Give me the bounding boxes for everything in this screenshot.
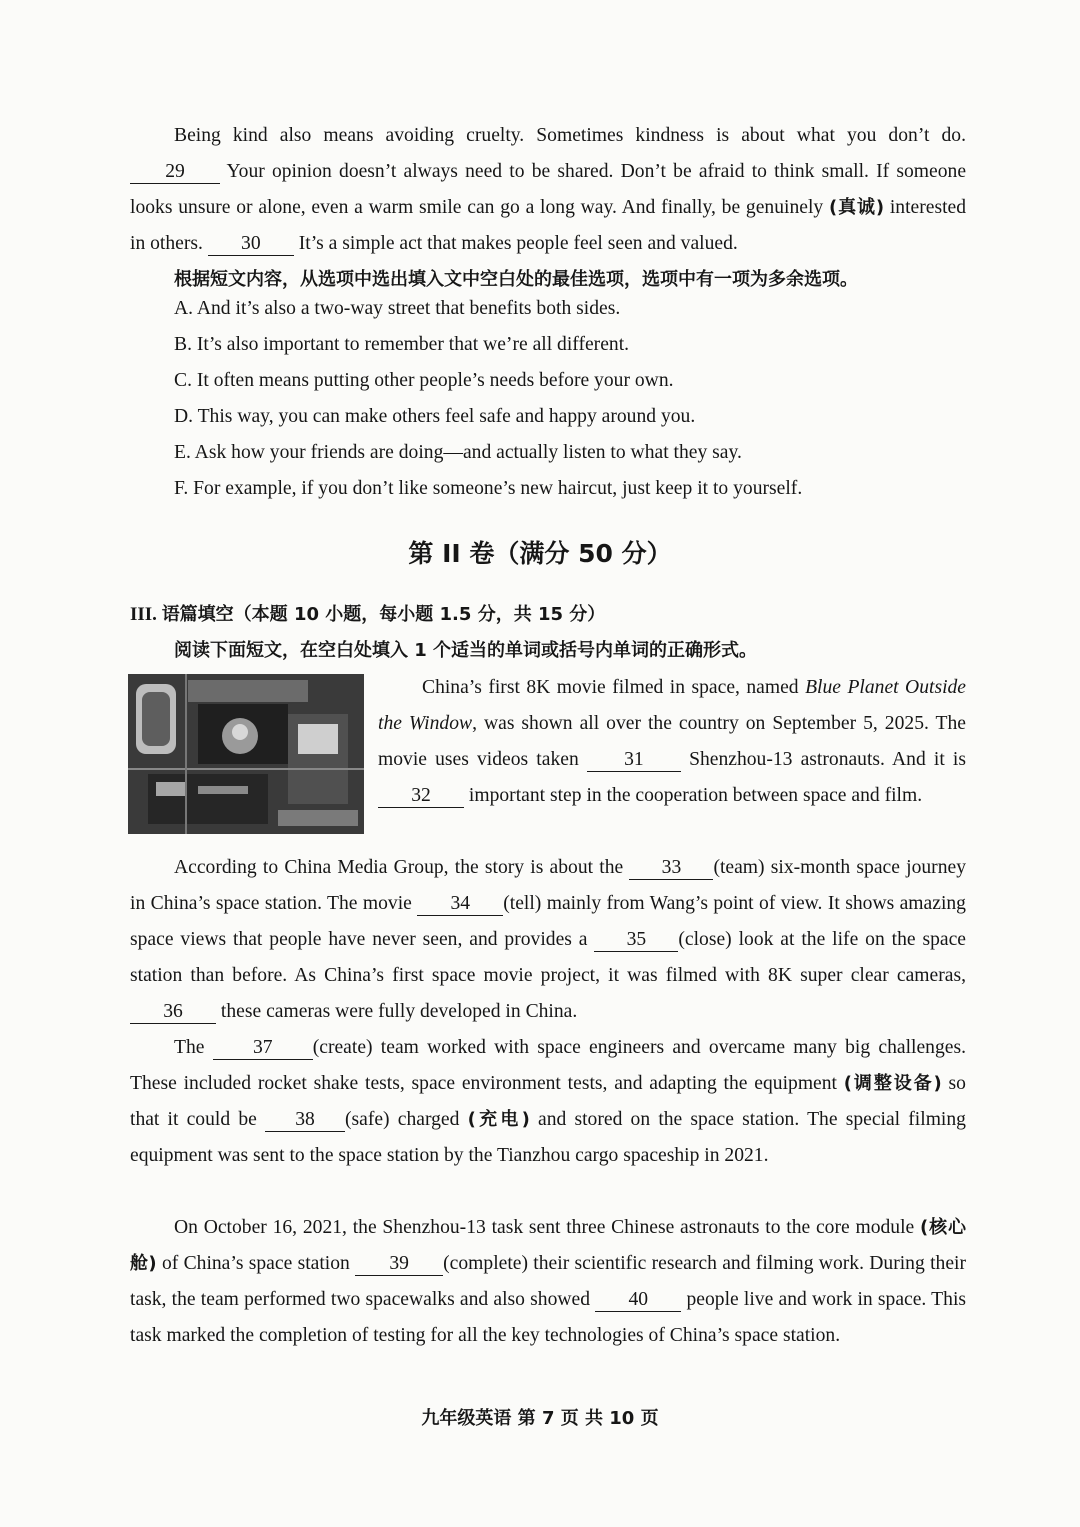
passage-end-paragraph xyxy=(130,118,966,262)
section-title: 第 II 卷（满分 50 分） xyxy=(408,539,672,568)
blank-38[interactable]: 38 xyxy=(265,1109,345,1132)
text: (tell) mainly from Wang’s point of view. It shows amazing space views that people have never seen, and provides a xyxy=(130,893,966,950)
choose-instruction: 根据短文内容，从选项中选出填入文中空白处的最佳选项，选项中有一项为多余选项。 xyxy=(174,269,858,290)
text: Being kind also means avoiding cruelty. Sometimes kindness is about what you don’t do. xyxy=(174,125,966,146)
blank-29[interactable]: 29 xyxy=(130,161,220,184)
page-footer: 九年级英语 第 7 页 共 10 页 xyxy=(421,1408,659,1429)
text: of China’s space station xyxy=(161,1253,350,1274)
text: It’s a simple act that makes people feel seen and valued. xyxy=(298,233,738,254)
text: (team) six-month space journey in China’s space station. The movie xyxy=(130,857,966,914)
text: people live and work in space. This task marked the completion of testing for all the key technologies of China’s space station. xyxy=(130,1289,967,1346)
text: important step in the cooperation between space and film. xyxy=(468,785,923,806)
text: so that it could be xyxy=(130,1073,966,1130)
part3-instruction: 阅读下面短文，在空白处填入 1 个适当的单词或括号内单词的正确形式。 xyxy=(174,640,758,661)
gloss: (调整设备) xyxy=(843,1073,942,1094)
part-number: III. xyxy=(130,604,157,625)
space-station-photo xyxy=(128,674,364,834)
text: Your opinion doesn’t always need to be shared. Don’t be afraid to think small. If someone looks unsure or alone, even a warm smile can go a long way. And finally, be genuinely xyxy=(130,161,967,218)
passage2-p4 xyxy=(130,1210,966,1354)
passage2-intro xyxy=(378,670,966,814)
option-f: F. For example, if you don’t like someone’s new haircut, just keep it to yourself. xyxy=(174,478,803,499)
option-d: D. This way, you can make others feel safe and happy around you. xyxy=(174,406,696,427)
text: Shenzhou-13 astronauts. And it is xyxy=(689,749,966,770)
text: these cameras were fully developed in China. xyxy=(220,1001,578,1022)
option-e: E. Ask how your friends are doing—and actually listen to what they say. xyxy=(174,442,742,463)
gloss: (真诚) xyxy=(828,197,885,218)
text: (complete) their scientific research and filming work. During their task, the team performed two spacewalks and also showed xyxy=(130,1253,966,1310)
text: The xyxy=(174,1037,205,1058)
blank-39[interactable]: 39 xyxy=(355,1253,443,1276)
text: China’s first 8K movie filmed in space, named xyxy=(422,677,799,698)
part3-heading xyxy=(130,600,605,626)
blank-35[interactable]: 35 xyxy=(594,929,678,952)
text: and stored on the space station. The special filming equipment was sent to the space station by the Tianzhou cargo spaceship in 2021. xyxy=(130,1109,966,1166)
part-title: 语篇填空（本题 10 小题，每小题 1.5 分，共 15 分） xyxy=(161,604,606,625)
option-b: B. It’s also important to remember that we’re all different. xyxy=(174,334,630,355)
gloss: (核心舱) xyxy=(130,1217,966,1274)
text: (create) team worked with space engineers and overcame many big challenges. These included rocket shake tests, space environment tests, and adapting the equipment xyxy=(130,1037,966,1094)
gloss: (充电) xyxy=(467,1109,530,1130)
blank-37[interactable]: 37 xyxy=(213,1037,313,1060)
blank-30[interactable]: 30 xyxy=(208,233,294,256)
passage2-p2 xyxy=(130,850,966,1030)
text: On October 16, 2021, the Shenzhou-13 task sent three Chinese astronauts to the core module xyxy=(174,1217,915,1238)
photo-image xyxy=(128,674,364,834)
passage2-p3 xyxy=(130,1030,966,1174)
blank-36[interactable]: 36 xyxy=(130,1001,216,1024)
text: , was shown all over the country on September 5, 2025. The movie uses videos taken xyxy=(378,713,966,770)
text: (close) look at the life on the space station than before. As China’s first space movie project, it was filmed with 8K super clear cameras, xyxy=(130,929,966,986)
text: (safe) charged xyxy=(344,1109,460,1130)
blank-33[interactable]: 33 xyxy=(629,857,713,880)
option-c: C. It often means putting other people’s needs before your own. xyxy=(174,370,674,391)
text: According to China Media Group, the story is about the xyxy=(174,857,624,878)
movie-title: Blue Planet Outside the Window xyxy=(378,677,967,734)
blank-31[interactable]: 31 xyxy=(587,749,681,772)
blank-32[interactable]: 32 xyxy=(378,785,464,808)
blank-40[interactable]: 40 xyxy=(595,1289,681,1312)
blank-34[interactable]: 34 xyxy=(417,893,503,916)
text: interested in others. xyxy=(130,197,967,254)
option-a: A. And it’s also a two-way street that benefits both sides. xyxy=(174,298,621,319)
